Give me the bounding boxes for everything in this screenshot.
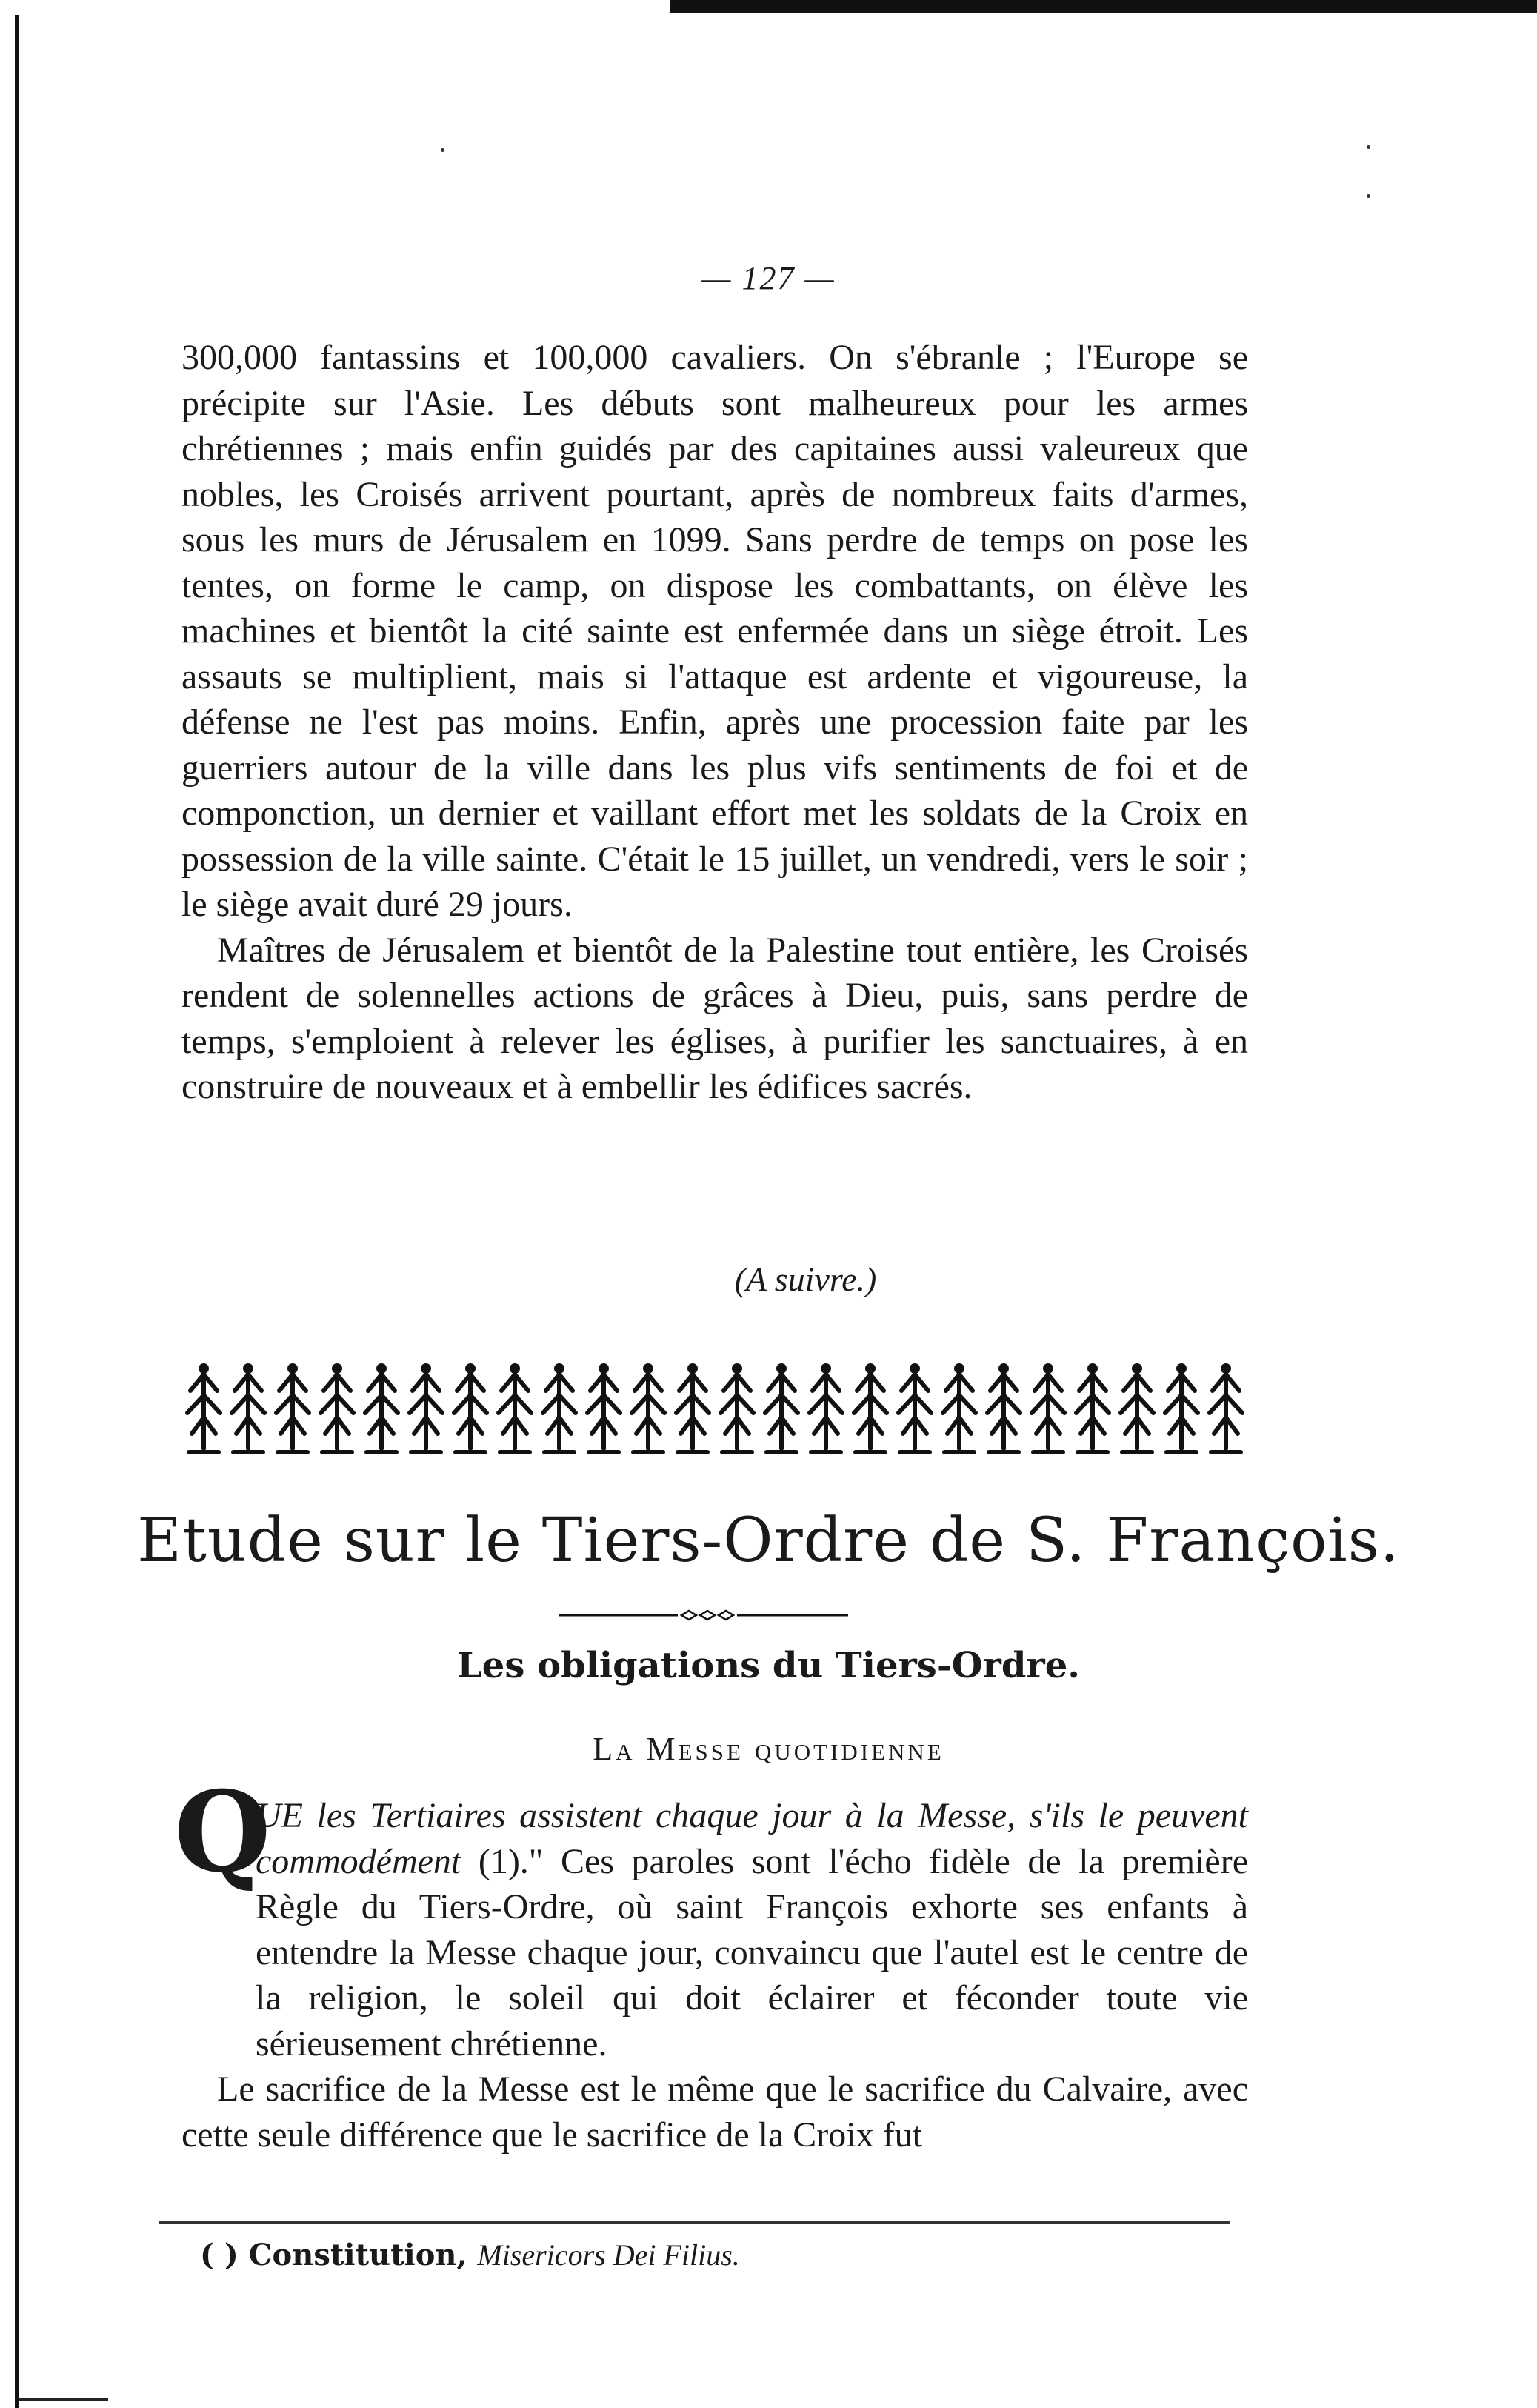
paragraph-4: Le sacrifice de la Messe est le même que le sacrifice du Calvaire, avec cette seule différence que le sacrifice de la Croix fut [181, 2069, 1248, 2155]
footnote [200, 2238, 740, 2272]
left-border-rule [15, 15, 19, 2408]
ink-speck [441, 148, 444, 152]
crusade-text-block [181, 335, 1248, 1110]
paragraph-3 [181, 1793, 1248, 2066]
paragraph-1: 300,000 fantassins et 100,000 cavaliers. On s'ébranle ; l'Europe se précipite sur l'Asie. Les débuts sont malheureux pour les armes chrétiennes ; mais enfin guidés par des capitaines aussi valeureux que nobles, les Croisés arrivent pourtant, après de nombreux faits d'armes, sous les murs de Jérusalem en 1099. Sans perdre de temps on pose les tentes, on forme le camp, on dispose les combattants, on élève les machines et bientôt la cité sainte est enfermée dans un siège étroit. Les assauts se multiplient, mais si l'attaque est ardente et vigoureuse, la défense ne l'est pas moins. Enfin, après une procession faite par les guerriers autour de la ville dans les plus vifs sentiments de foi et de componction, un dernier et vaillant effort met les soldats de la Croix en possession de la ville sainte. C'était le 15 juillet, un vendredi, vers le soir ; le siège avait duré 29 jours. [181, 338, 1248, 924]
drop-cap-initial: Q [174, 1767, 271, 1898]
ink-speck [1367, 145, 1370, 149]
footnote-text: Constitution, [248, 2238, 467, 2272]
subsection-heading: La Messe quotidienne [593, 1731, 944, 1767]
paragraph-3-italic: UE les Tertiaires assistent chaque jour à la Messe, s'ils le peuvent commodément [256, 1796, 1248, 1881]
section-title: Etude sur le Tiers-Ordre de S. François. [137, 1506, 1400, 1576]
fleuron-ornament-band [181, 1360, 1248, 1471]
paragraph-3-rest: (1)." Ces paroles sont l'écho fidèle de la première Règle du Tiers-Ordre, où saint François exhorte ses enfants à entendre la Messe chaque jour, convaincu que l'autel est le centre de la religion, le soleil qui doit éclairer et féconder toute vie sérieusement chrétienne. [256, 1841, 1248, 2063]
a-suivre: (A suivre.) [734, 1260, 877, 1298]
bottom-edge-mark [19, 2398, 108, 2401]
footnote-italic: Misericors Dei Filius. [477, 2238, 740, 2272]
page-number: — 127 — [701, 260, 836, 296]
footnote-marker: ( ) [200, 2238, 239, 2272]
ink-speck [1367, 194, 1370, 198]
footnote-rule [159, 2221, 1230, 2224]
subtitle: Les obligations du Tiers-Ordre. [457, 1645, 1080, 1686]
paragraph-2: Maîtres de Jérusalem et bientôt de la Palestine tout entière, les Croisés rendent de solennelles actions de grâces à Dieu, puis, sans perdre de temps, s'emploient à relever les églises, à purifier les sanctuaires, à en construire de nouveaux et à embellir les édifices sacrés. [181, 930, 1248, 1106]
top-border-rule [670, 0, 1537, 13]
tiers-ordre-text-block [181, 1793, 1248, 2158]
title-divider-icon [559, 1608, 848, 1623]
